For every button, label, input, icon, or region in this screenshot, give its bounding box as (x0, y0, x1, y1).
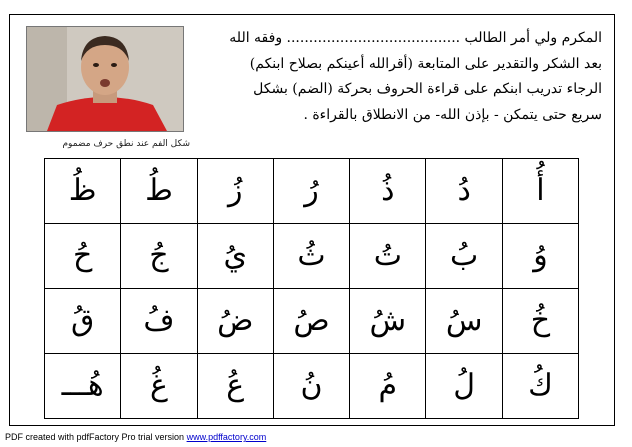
letter-cell: صُ (274, 289, 350, 354)
pdffactory-link[interactable]: www.pdffactory.com (186, 432, 267, 442)
letters-table (44, 158, 579, 419)
student-photo (26, 26, 184, 132)
letter-cell: خُ (503, 289, 579, 354)
letter-cell: وُ (503, 224, 579, 289)
letter-cell: هُـــ (45, 354, 121, 419)
letter-cell: نُ (274, 354, 350, 419)
letter-cell: شُ (350, 289, 426, 354)
letter-cell: حُ (45, 224, 121, 289)
photo-caption: شكل الفم عند نطق حرف مضموم (62, 139, 190, 149)
letter-cell: زُ (198, 159, 274, 224)
parent-letter (188, 26, 602, 128)
letter-cell: أُ (503, 159, 579, 224)
letter-cell: سُ (426, 289, 502, 354)
letter-cell: تُ (350, 224, 426, 289)
footer-text: PDF created with pdfFactory Pro trial version (5, 432, 187, 442)
letter-cell: كُ (503, 354, 579, 419)
letter-cell: ذُ (350, 159, 426, 224)
letter-cell: فُ (121, 289, 197, 354)
letter-line: بعد الشكر والتقدير على المتابعة (أقرالله أعينكم بصلاح ابنكم) (249, 55, 602, 72)
letter-line: الرجاء تدريب ابنكم على قراءة الحروف بحركة (الضم) بشكل (253, 81, 602, 97)
pdf-footer (5, 432, 266, 442)
letter-cell: يُ (198, 224, 274, 289)
letter-cell: طُ (121, 159, 197, 224)
letter-cell: لُ (426, 354, 502, 419)
letter-cell: دُ (426, 159, 502, 224)
letter-cell: مُ (350, 354, 426, 419)
letter-cell: ضُ (198, 289, 274, 354)
letter-cell: رُ (274, 159, 350, 224)
letter-cell: قُ (45, 289, 121, 354)
letter-cell: جُ (121, 224, 197, 289)
letter-cell: غُ (121, 354, 197, 419)
letter-cell: ظُ (45, 159, 121, 224)
letter-line: سريع حتى يتمكن - بإذن الله- من الانطلاق بالقراءة . (303, 106, 602, 123)
letter-cell: ثُ (274, 224, 350, 289)
letter-cell: بُ (426, 224, 502, 289)
letter-cell: عُ (198, 354, 274, 419)
letter-line: المكرم ولي أمر الطالب ....................................... وفقه الله (229, 30, 602, 46)
